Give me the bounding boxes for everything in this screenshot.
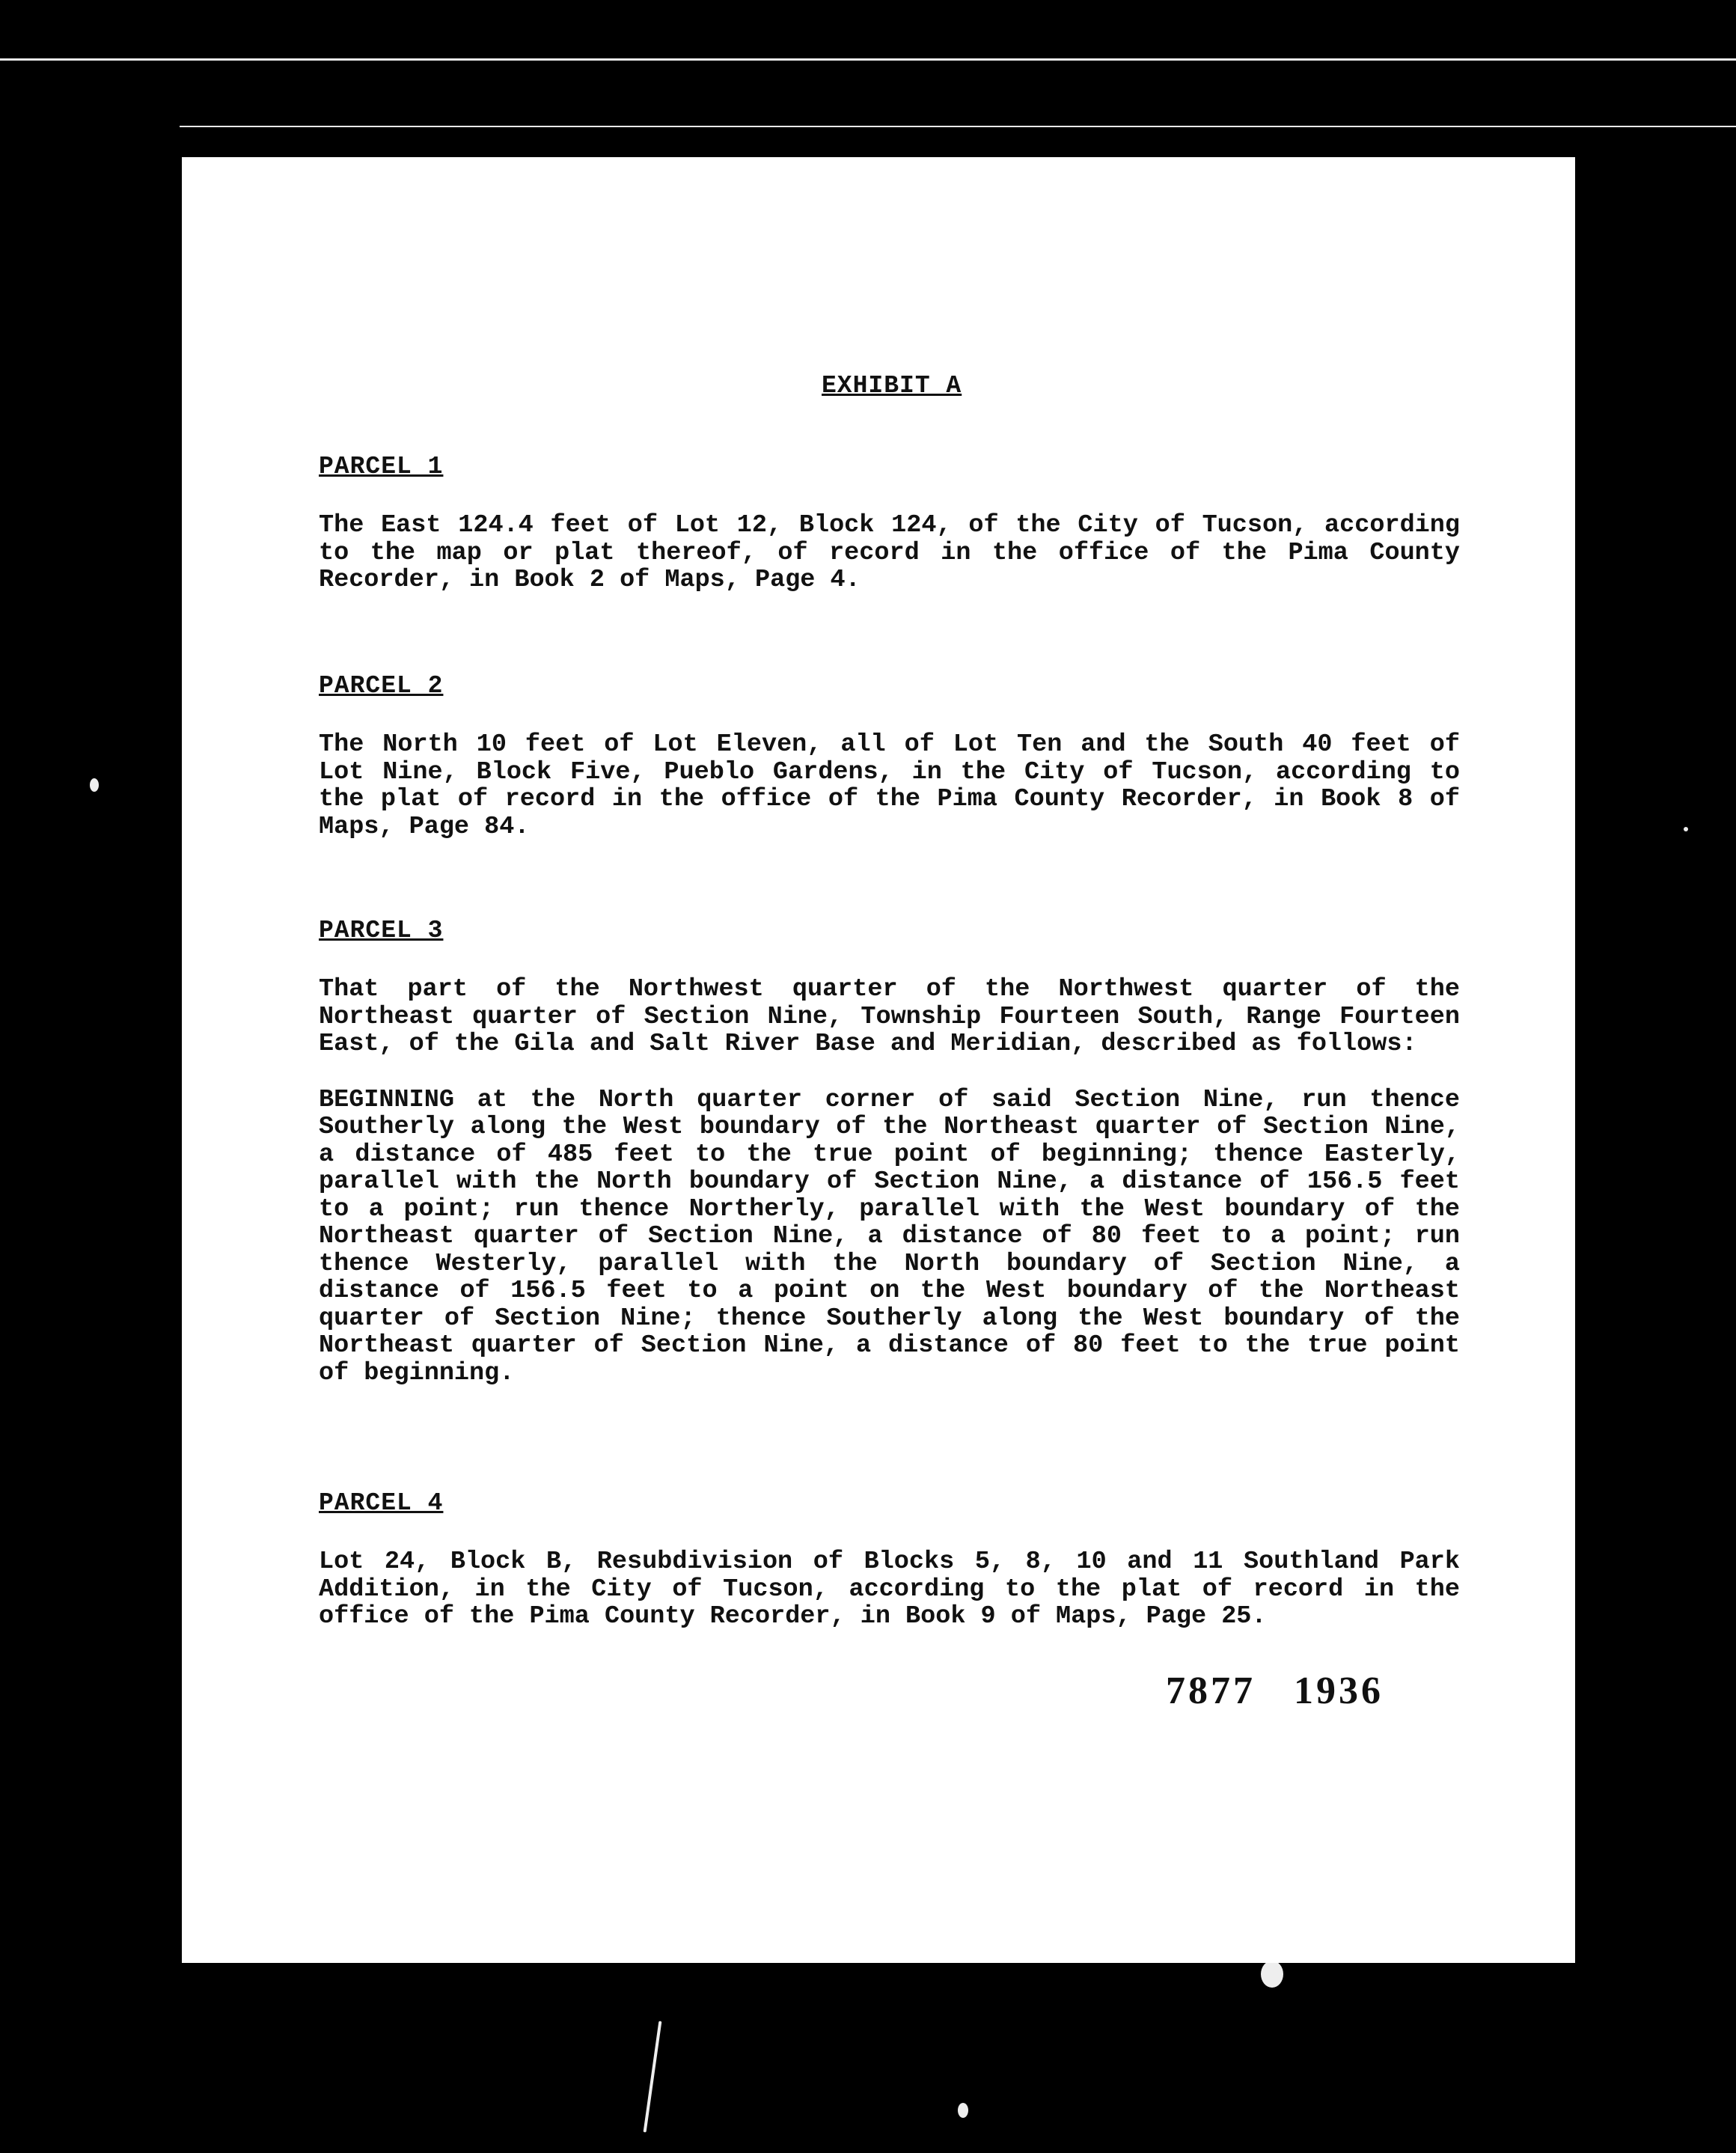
document-title: EXHIBIT A: [822, 372, 962, 400]
parcel-1-description: The East 124.4 feet of Lot 12, Block 124, of the City of Tucson, according to the map or plat thereof, of record in the office of the Pima County Recorder, in Book 2 of Maps, Page 4.: [319, 511, 1460, 594]
noise-speck: [1261, 1961, 1283, 1988]
noise-speck: [644, 2021, 662, 2132]
parcel-4-heading: PARCEL 4: [319, 1489, 444, 1517]
scan-border-line-top: [0, 58, 1736, 61]
parcel-2-section: [319, 672, 1460, 840]
noise-speck: [90, 778, 99, 792]
document-page: [182, 157, 1575, 1963]
noise-speck: [1684, 827, 1688, 831]
noise-speck: [958, 2103, 968, 2118]
scan-border-line-upper: [180, 126, 1736, 127]
parcel-3-description: That part of the Northwest quarter of the Northwest quarter of the Northeast quarter of Section Nine, Township Fourteen South, Range Fourteen East, of the Gila and Salt River Base and Meridian, described as follows:: [319, 975, 1460, 1058]
parcel-1-heading: PARCEL 1: [319, 453, 444, 480]
parcel-3-heading: PARCEL 3: [319, 917, 444, 944]
recording-number: 7877 1936: [1166, 1670, 1384, 1712]
parcel-2-heading: PARCEL 2: [319, 672, 444, 700]
parcel-3-section: [319, 917, 1460, 1387]
parcel-4-description: Lot 24, Block B, Resubdivision of Blocks 5, 8, 10 and 11 Southland Park Addition, in the City of Tucson, according to the plat of record in the office of the Pima County Recorder, in Book 9 of Maps, Page 25.: [319, 1548, 1460, 1631]
parcel-3-metes-and-bounds: BEGINNING at the North quarter corner of said Section Nine, run thence Southerly along the West boundary of the Northeast quarter of Section Nine, a distance of 485 feet to the true point of beginning; thence Easterly, parallel with the North boundary of Section Nine, a distance of 156.5 feet to a point; run thence Northerly, parallel with the West boundary of the Northeast quarter of Section Nine, a distance of 80 feet to a point; run thence Westerly, parallel with the North boundary of Section Nine, a distance of 156.5 feet to a point on the West boundary of the Northeast quarter of Section Nine; thence Southerly along the West boundary of the Northeast quarter of Section Nine, a distance of 80 feet to the true point of beginning.: [319, 1085, 1460, 1387]
parcel-2-description: The North 10 feet of Lot Eleven, all of Lot Ten and the South 40 feet of Lot Nine, Block Five, Pueblo Gardens, in the City of Tucson, according to the plat of record in the office of the Pima County Recorder, in Book 8 of Maps, Page 84.: [319, 730, 1460, 841]
parcel-4-section: [319, 1489, 1460, 1631]
parcel-1-section: [319, 453, 1460, 594]
